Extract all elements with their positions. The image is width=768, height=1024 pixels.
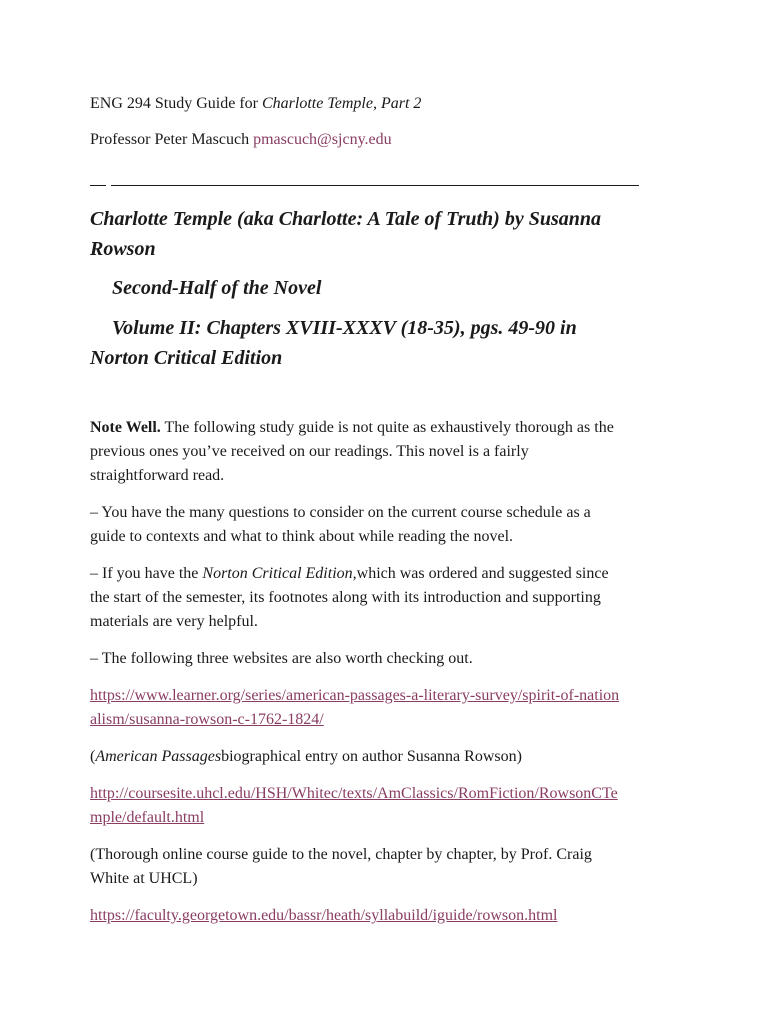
note-paragraph-line-1 <box>90 416 614 440</box>
course-line-title: Charlotte Temple, Part 2 <box>261 95 422 112</box>
bullet-2-book-title: Norton Critical Edition, <box>202 565 357 582</box>
bullet-2-line-2: the start of the semester, its footnotes along with its introduction and supporting <box>90 589 601 606</box>
subtitle-volume-line-2: Norton Critical Edition <box>90 347 283 369</box>
bullet-2-line-1 <box>90 562 609 586</box>
divider-long <box>111 185 639 186</box>
course-line-prefix: ENG 294 Study Guide for <box>90 95 262 112</box>
bullet-2-rest: which was ordered and suggested since <box>356 565 609 582</box>
title-line-1: Charlotte Temple (aka Charlotte: A Tale of Truth) by Susanna <box>90 208 601 230</box>
uhcl-link-description-line-1: (Thorough online course guide to the novel, chapter by chapter, by Prof. Craig <box>90 846 592 863</box>
divider-short <box>90 185 106 186</box>
professor-line <box>90 128 392 152</box>
uhcl-link-description-line-2: White at UHCL) <box>90 870 198 887</box>
bullet-1-line-2: guide to contexts and what to think about while reading the novel. <box>90 528 514 545</box>
learner-desc-open: ( <box>90 748 96 765</box>
uhcl-link-line-2[interactable]: mple/default.html <box>90 809 205 826</box>
professor-name: Professor Peter Mascuch <box>90 131 254 148</box>
title-line-2: Rowson <box>90 238 156 260</box>
bullet-2-prefix: – If you have the <box>90 565 203 582</box>
professor-email-link[interactable]: pmascuch@sjcny.edu <box>253 131 392 148</box>
uhcl-link-line-1[interactable]: http://coursesite.uhcl.edu/HSH/Whitec/texts/AmClassics/RomFiction/RowsonCTe <box>90 785 618 802</box>
subtitle-second-half: Second-Half of the Novel <box>112 277 322 299</box>
bullet-2-line-3: materials are very helpful. <box>90 613 258 630</box>
note-label: Note Well. <box>90 419 161 436</box>
learner-link-line-2[interactable]: alism/susanna-rowson-c-1762-1824/ <box>90 711 324 728</box>
course-line <box>90 92 421 116</box>
bullet-1-line-1: – You have the many questions to consider on the current course schedule as a <box>90 504 591 521</box>
learner-desc-title: American Passages <box>95 748 222 765</box>
subtitle-volume-line-1: Volume II: Chapters XVIII-XXXV (18-35), pgs. 49-90 in <box>112 317 577 339</box>
note-paragraph-line-2: previous ones you’ve received on our readings. This novel is a fairly <box>90 443 529 460</box>
learner-desc-rest: biographical entry on author Susanna Rowson) <box>221 748 522 765</box>
note-paragraph-line-3: straightforward read. <box>90 467 225 484</box>
note-text-1: The following study guide is not quite as exhaustively thorough as the <box>160 419 614 436</box>
georgetown-link[interactable]: https://faculty.georgetown.edu/bassr/heath/syllabuild/iguide/rowson.html <box>90 907 558 924</box>
document-page <box>90 0 690 1024</box>
learner-link-line-1[interactable]: https://www.learner.org/series/american-passages-a-literary-survey/spirit-of-nation <box>90 687 620 704</box>
learner-link-description <box>90 745 522 769</box>
bullet-3: – The following three websites are also worth checking out. <box>90 650 473 667</box>
